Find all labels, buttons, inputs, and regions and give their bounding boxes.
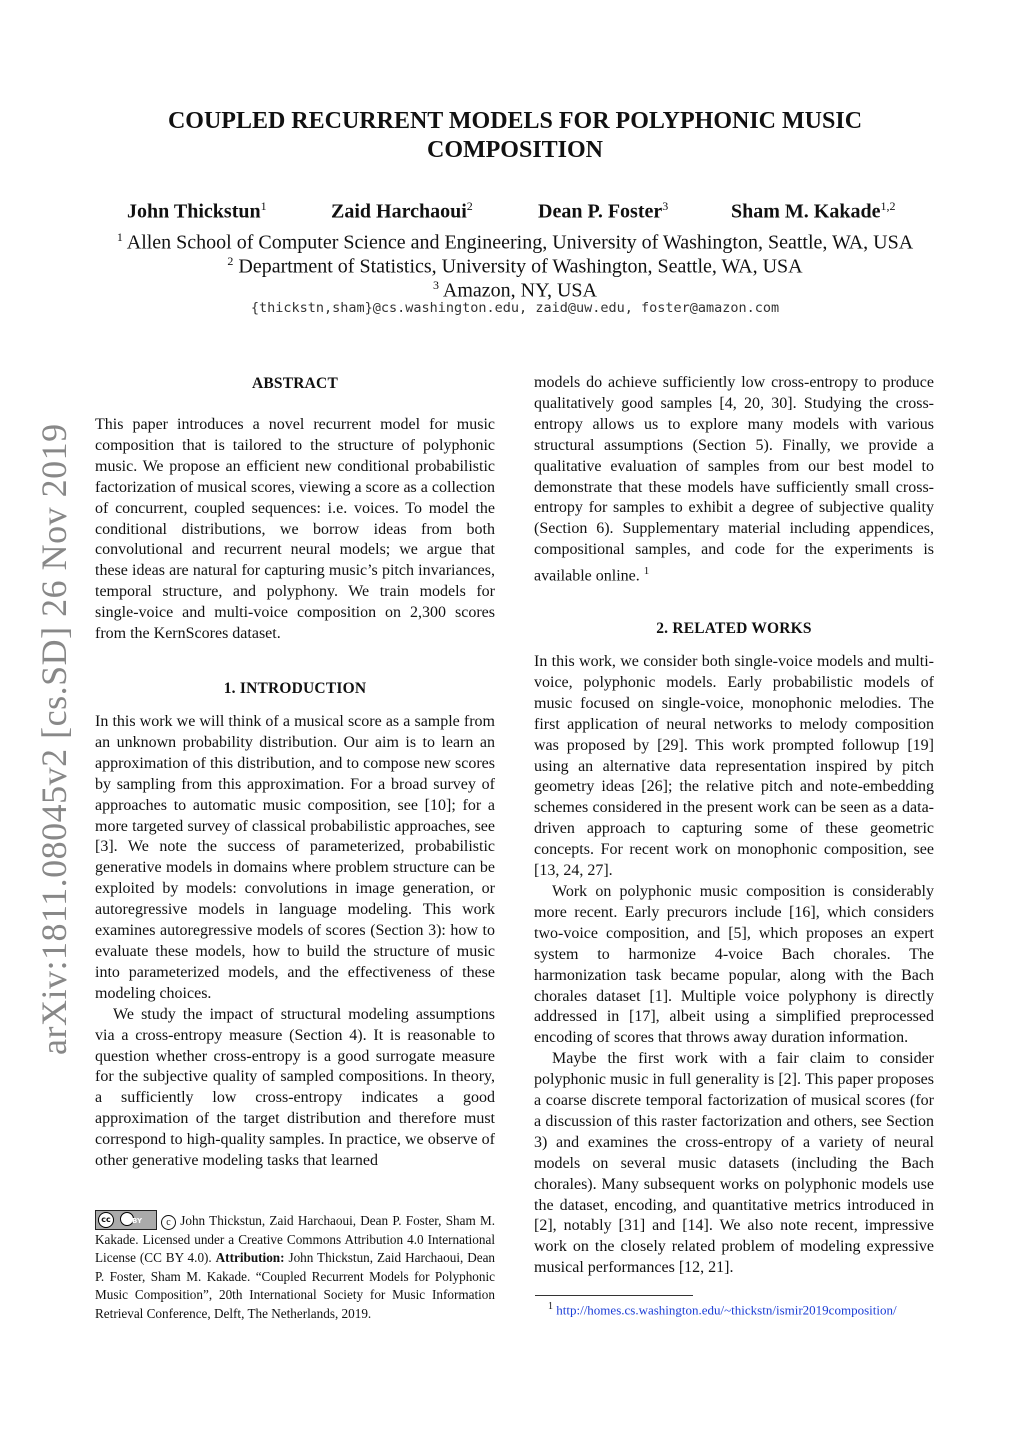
author-name: Dean P. Foster$^3$ bbox=[538, 199, 669, 223]
related-paragraph: Maybe the first work with a fair claim to consider polyphonic music in full generality is [2]. This paper proposes a coarse discrete temporal factorization of musical scores (for a discussion of this raster factorization and others, see Section 3) and examines the cross-entropy of a variety of neural models on several music datasets (including the Bach chorales). Many subsequent works on polyphonic models use the dataset, encoding, and quantitative metrics introduced in [2], notably [31] and [14]. We also note recent, impressive work on the closely related problem of modeling expressive musical performances [12, 21]. bbox=[534, 1050, 934, 1277]
affiliation: $^3$ Amazon, NY, USA bbox=[433, 278, 597, 302]
creative-commons-icon: cc bbox=[98, 1212, 114, 1228]
paper-title: COUPLED RECURRENT MODELS FOR POLYPHONIC MUSIC COMPOSITION bbox=[167, 108, 863, 163]
author-list bbox=[0, 199, 1024, 225]
intro-continued bbox=[534, 373, 934, 587]
abstract-heading: ABSTRACT bbox=[251, 375, 338, 392]
abstract-text: This paper introduces a novel recurrent model for music composition that is tailored to the structure of polyphonic music. We propose an efficient new conditional probabilistic factorization of musical scores, viewing a score as a collection of concurrent, coupled sequences: i.e. voices. To model the conditional distributions, we borrow ideas from both convolutional and recurrent neural models; we argue that these ideas are natural for capturing music’s pitch invariances, temporal structure, and polyphony. We train models for single-voice and multi-voice composition on 2,300 scores from the KernScores dataset. bbox=[95, 416, 495, 643]
author-emails: {thickstn,sham}@cs.washington.edu, zaid@uw.edu, foster@amazon.com bbox=[250, 300, 780, 316]
intro-body bbox=[95, 712, 495, 1172]
related-paragraph: Work on polyphonic music composition is considerably more recent. Early precurors include [16], which considers two-voice composition, and [5], which proposes an expert system to harmonize 4-voice Bach chorales. The harmonization task became popular, along with the Bach chorales dataset [1]. Multiple voice polyphony is directly addressed in [17], albeit using a simplified preprocessed encoding of scores that throws away duration information. bbox=[534, 882, 934, 1047]
author-name: John Thickstun$^1$ bbox=[127, 199, 267, 223]
affiliation: $^1$ Allen School of Computer Science and Engineering, University of Washington, Seattle, WA, USA bbox=[116, 230, 914, 254]
footnote-marker[interactable]: 1 bbox=[643, 565, 650, 578]
affiliation: $^2$ Department of Statistics, University of Washington, Seattle, WA, USA bbox=[227, 254, 803, 278]
supplementary-link[interactable]: http://homes.cs.washington.edu/~thickstn/ismir2019composition/ bbox=[556, 1302, 897, 1318]
intro-paragraph: models do achieve sufficiently low cross-entropy to produce qualitatively good samples [4, 20, 30]. Studying the cross-entropy allows us to explore many models with various structural assumptions (Section 5). Finally, we provide a qualitative evaluation of samples from our best model to demonstrate that these models have sufficiently small cross-entropy for samples to exhibit a degree of subjective quality (Section 6). Supplementary material including appendices, compositional samples, and code for the experiments is available online. $^1$ bbox=[534, 374, 934, 585]
footnote-rule bbox=[535, 1295, 693, 1296]
related-works-body bbox=[534, 652, 934, 1279]
intro-paragraph: In this work we will think of a musical score as a sample from an unknown probability distribution. Our aim is to learn an approximation of this distribution, and to compose new scores by sampling from this approximation. For a broad survey of approaches to automatic music composition, see [10]; for a more targeted survey of classical probabilistic approaches, see [3]. We note the success of parameterized, probabilistic generative models in domains where problem structure can be exploited by models: convolutions in image generation, or autoregressive models in language modeling. This work examines autoregressive models of scores (Section 3): how to evaluate these models, how to build the structure of music into parameterized models, and the effectiveness of these modeling choices. bbox=[95, 713, 495, 1002]
license-note: c John Thickstun, Zaid Harchaoui, Dean P. Foster, Sham M. Kakade. Licensed under a Creative Commons Attribution 4.0 International License (CC BY 4.0). Attribution: John Thickstun, Zaid Harchaoui, Dean P. Foster, Sham M. Kakade. “Coupled Recurrent Models for Polyphonic Music Composition”, 20th International Society for Music Information Retrieval Conference, Delft, The Netherlands, 2019. bbox=[95, 1213, 496, 1321]
footnote: $^1$ http://homes.cs.washington.edu/~thickstn/ismir2019composition/ bbox=[548, 1301, 897, 1318]
copyright-symbol: c bbox=[161, 1215, 176, 1230]
by-label: BY bbox=[132, 1217, 143, 1225]
intro-paragraph: We study the impact of structural modeling assumptions via a cross-entropy measure (Section 4). It is reasonable to question whether cross-entropy is a good surrogate measure for the subjective quality of sampled compositions. In theory, a sufficiently low cross-entropy indicates a good approximation of the target distribution and therefore must correspond to high-quality samples. In practice, we observe of other generative modeling tasks that learned bbox=[95, 1005, 495, 1170]
abstract-body bbox=[95, 415, 495, 645]
arxiv-identifier: arXiv:1811.08045v2 [cs.SD] 26 Nov 2019 bbox=[34, 423, 74, 1055]
author-name: Zaid Harchaoui$^2$ bbox=[331, 199, 473, 223]
related-paragraph: In this work, we consider both single-voice models and multi-voice, polyphonic models. Early probabilistic models of music focused on single-voice, monophonic melodies. The first application of neural networks to melody composition was proposed by [29]. This work prompted followup [19] using an alternative data representation inspired by pitch geometry ideas [26]; the relative pitch and note-embedding schemes considered in the present work can be seen as a data-driven approach to capturing some of these geometric concepts. For recent work on monophonic composition, see [13, 24, 27]. bbox=[534, 653, 934, 880]
author-name: Sham M. Kakade$^{1,2}$ bbox=[731, 199, 896, 223]
intro-heading: 1. INTRODUCTION bbox=[223, 680, 367, 697]
related-works-heading: 2. RELATED WORKS bbox=[656, 620, 812, 637]
